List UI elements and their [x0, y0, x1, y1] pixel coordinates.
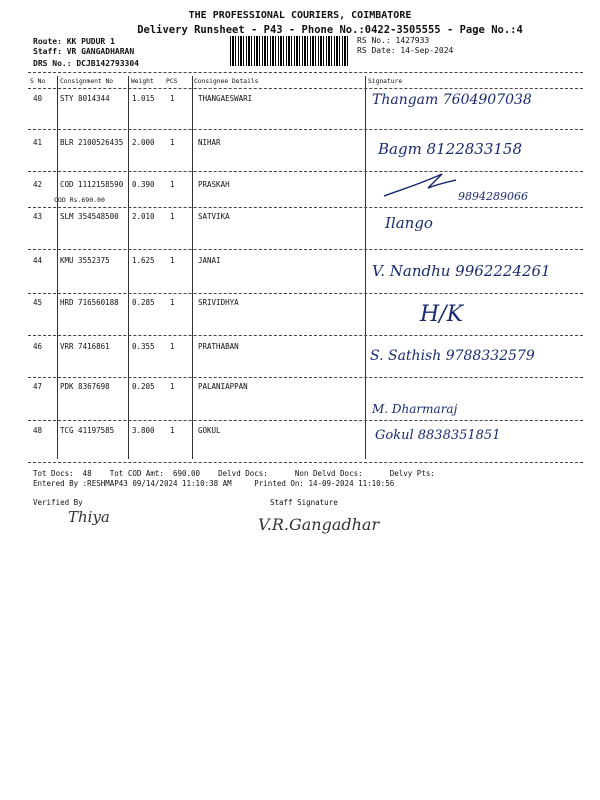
row-sno: 45 [33, 298, 43, 307]
row-consignment: SLM 354548500 [60, 212, 119, 221]
row-sno: 48 [33, 426, 43, 435]
row-divider [28, 249, 583, 250]
entered-by-line: Entered By :RESHMAP43 09/14/2024 11:10:38 AM Printed On: 14-09-2024 11:10:56 [33, 479, 395, 488]
row-consignment: PDK 8367698 [60, 382, 110, 391]
staff-label: Staff: VR GANGADHARAN [33, 47, 135, 56]
row-pcs: 1 [170, 212, 175, 221]
row-pcs: 1 [170, 342, 175, 351]
row-sno: 43 [33, 212, 43, 221]
row-divider [28, 293, 583, 294]
row-divider [28, 129, 583, 130]
row-consignee: NIHAR [198, 138, 221, 147]
row-divider [28, 207, 583, 208]
row-consignee: JANAI [198, 256, 221, 265]
rs-number: RS No.: 1427933 [357, 36, 430, 45]
cod-amount: COD Rs.690.00 [54, 196, 105, 204]
row-consignment: HRD 716560188 [60, 298, 119, 307]
signature-scribble [380, 170, 460, 206]
row-sno: 40 [33, 94, 43, 103]
column-divider [128, 76, 129, 459]
column-header: Signature [368, 78, 403, 85]
row-divider [28, 377, 583, 378]
row-sno: 46 [33, 342, 43, 351]
row-consignment: TCG 41197585 [60, 426, 115, 435]
row-consignment: STY 8014344 [60, 94, 110, 103]
row-divider [28, 335, 583, 336]
rs-date: RS Date: 14-Sep-2024 [357, 46, 454, 55]
row-signature: Gokul 8838351851 [375, 428, 501, 443]
row-pcs: 1 [170, 180, 175, 189]
row-sno: 41 [33, 138, 43, 147]
row-signature: S. Sathish 9788332579 [370, 348, 535, 364]
totals-line: Tot Docs: 48 Tot COD Amt: 690.00 Delvd Docs: Non Delvd Docs: Delvy Pts: [33, 469, 435, 478]
row-weight: 1.015 [132, 94, 155, 103]
column-divider [365, 76, 366, 459]
verifier-signature: Thiya [68, 508, 110, 526]
barcode-image [230, 36, 350, 66]
row-pcs: 1 [170, 138, 175, 147]
row-consignee: PRATHABAN [198, 342, 239, 351]
row-sno: 44 [33, 256, 43, 265]
row-consignee: SATVIKA [198, 212, 230, 221]
runsheet-subtitle: Delivery Runsheet - P43 - Phone No.:0422-3505555 - Page No.:4 [137, 24, 523, 36]
row-weight: 1.625 [132, 256, 155, 265]
row-divider [28, 420, 583, 421]
row-signature: V. Nandhu 9962224261 [372, 262, 551, 280]
row-pcs: 1 [170, 94, 175, 103]
column-header: Consignment No [60, 78, 114, 85]
row-sno: 42 [33, 180, 43, 189]
column-header: Weight [131, 78, 154, 85]
row-weight: 3.800 [132, 426, 155, 435]
column-header: S No [30, 78, 46, 85]
row-signature: Ilango [385, 214, 433, 232]
row-weight: 0.390 [132, 180, 155, 189]
row-sno: 47 [33, 382, 43, 391]
row-consignment: VRR 7416861 [60, 342, 110, 351]
row-pcs: 1 [170, 382, 175, 391]
column-header: PCS [166, 78, 178, 85]
row-signature: Thangam 7604907038 [372, 92, 532, 108]
row-divider [28, 171, 583, 172]
verified-by-label: Verified By [33, 498, 83, 507]
route-label: Route: KK PUDUR 1 [33, 37, 115, 46]
row-signature: M. Dharmaraj [372, 402, 458, 416]
row-signature: Bagm 8122833158 [378, 140, 522, 158]
row-pcs: 1 [170, 256, 175, 265]
row-consignee: THANGAESWARI [198, 94, 253, 103]
row-weight: 0.285 [132, 298, 155, 307]
row-consignee: GOKUL [198, 426, 221, 435]
row-consignment: COD 1112158590 [60, 180, 124, 189]
staff-signature: V.R.Gangadhar [258, 515, 380, 534]
row-signature: 9894289066 [458, 190, 528, 203]
row-weight: 0.355 [132, 342, 155, 351]
row-consignment: KMU 3552375 [60, 256, 110, 265]
company-title: THE PROFESSIONAL COURIERS, COIMBATORE [188, 10, 412, 21]
row-consignee: PALANIAPPAN [198, 382, 248, 391]
column-divider [192, 76, 193, 459]
staff-signature-label: Staff Signature [270, 498, 338, 507]
row-pcs: 1 [170, 426, 175, 435]
drs-number: DRS No.: DCJB142793304 [33, 59, 139, 68]
row-divider [28, 462, 583, 463]
row-weight: 2.010 [132, 212, 155, 221]
divider [28, 88, 583, 89]
row-weight: 0.205 [132, 382, 155, 391]
row-pcs: 1 [170, 298, 175, 307]
row-signature: H/K [420, 302, 464, 327]
row-consignment: BLR 2100526435 [60, 138, 124, 147]
column-header: Consignee Details [194, 78, 259, 85]
column-divider [57, 76, 58, 459]
divider [28, 72, 583, 73]
row-consignee: PRASKAH [198, 180, 230, 189]
row-weight: 2.000 [132, 138, 155, 147]
row-consignee: SRIVIDHYA [198, 298, 239, 307]
